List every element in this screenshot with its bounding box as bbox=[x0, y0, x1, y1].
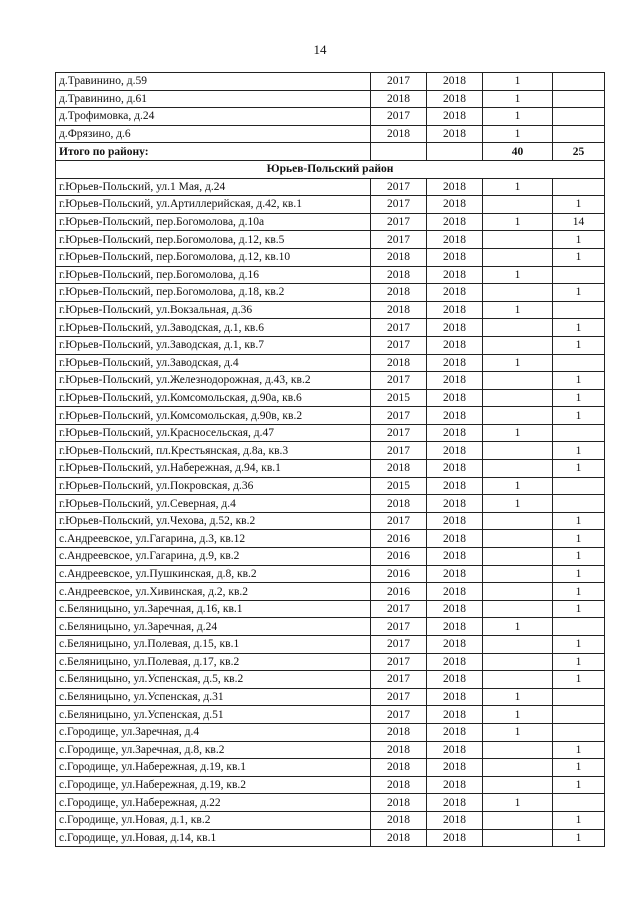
count-b-cell: 1 bbox=[553, 636, 605, 654]
address-cell: г.Юрьев-Польский, пер.Богомолова, д.12, кв.5 bbox=[56, 231, 371, 249]
table-row bbox=[56, 495, 605, 513]
count-b-cell bbox=[553, 477, 605, 495]
district-header-row bbox=[56, 160, 605, 178]
year-a-cell: 2017 bbox=[371, 108, 427, 126]
address-cell: с.Беляницыно, ул.Успенская, д.51 bbox=[56, 706, 371, 724]
count-a-cell bbox=[483, 741, 553, 759]
address-cell: г.Юрьев-Польский, пер.Богомолова, д.16 bbox=[56, 266, 371, 284]
count-b-cell: 1 bbox=[553, 460, 605, 478]
count-a-cell: 1 bbox=[483, 706, 553, 724]
year-b-cell: 2018 bbox=[427, 600, 483, 618]
count-a-cell bbox=[483, 776, 553, 794]
count-a-cell bbox=[483, 442, 553, 460]
year-a-cell: 2018 bbox=[371, 495, 427, 513]
address-cell: г.Юрьев-Польский, ул.1 Мая, д.24 bbox=[56, 178, 371, 196]
address-cell: г.Юрьев-Польский, пер.Богомолова, д.18, кв.2 bbox=[56, 284, 371, 302]
year-a-cell: 2018 bbox=[371, 829, 427, 847]
count-a-cell bbox=[483, 196, 553, 214]
year-a-cell: 2018 bbox=[371, 741, 427, 759]
count-a-cell bbox=[483, 231, 553, 249]
table-row bbox=[56, 811, 605, 829]
year-a-cell: 2017 bbox=[371, 653, 427, 671]
count-b-cell bbox=[553, 125, 605, 143]
table-row bbox=[56, 231, 605, 249]
table-row bbox=[56, 741, 605, 759]
count-b-cell bbox=[553, 108, 605, 126]
year-b-cell: 2018 bbox=[427, 759, 483, 777]
count-a-cell bbox=[483, 512, 553, 530]
count-b-cell: 1 bbox=[553, 565, 605, 583]
address-cell: г.Юрьев-Польский, ул.Набережная, д.94, кв.1 bbox=[56, 460, 371, 478]
year-b-cell: 2018 bbox=[427, 688, 483, 706]
count-b-cell bbox=[553, 266, 605, 284]
district-total-row bbox=[56, 143, 605, 161]
address-cell: с.Андреевское, ул.Гагарина, д.9, кв.2 bbox=[56, 548, 371, 566]
count-a-cell: 1 bbox=[483, 354, 553, 372]
year-b-cell: 2018 bbox=[427, 248, 483, 266]
count-b-cell bbox=[553, 424, 605, 442]
count-b-cell: 25 bbox=[553, 143, 605, 161]
year-b-cell: 2018 bbox=[427, 90, 483, 108]
table-row bbox=[56, 618, 605, 636]
count-b-cell: 1 bbox=[553, 389, 605, 407]
table-row bbox=[56, 407, 605, 425]
year-b-cell: 2018 bbox=[427, 794, 483, 812]
year-b-cell: 2018 bbox=[427, 512, 483, 530]
year-b-cell: 2018 bbox=[427, 213, 483, 231]
year-b-cell: 2018 bbox=[427, 125, 483, 143]
year-a-cell: 2017 bbox=[371, 319, 427, 337]
year-b-cell: 2018 bbox=[427, 723, 483, 741]
count-a-cell: 1 bbox=[483, 73, 553, 91]
year-b-cell: 2018 bbox=[427, 196, 483, 214]
count-b-cell: 1 bbox=[553, 512, 605, 530]
table-row bbox=[56, 319, 605, 337]
count-b-cell: 1 bbox=[553, 248, 605, 266]
address-cell: с.Беляницыно, ул.Успенская, д.5, кв.2 bbox=[56, 671, 371, 689]
count-b-cell bbox=[553, 354, 605, 372]
year-b-cell: 2018 bbox=[427, 407, 483, 425]
address-cell: г.Юрьев-Польский, ул.Красносельская, д.47 bbox=[56, 424, 371, 442]
count-a-cell bbox=[483, 548, 553, 566]
count-b-cell: 1 bbox=[553, 372, 605, 390]
year-b-cell: 2018 bbox=[427, 284, 483, 302]
count-b-cell: 1 bbox=[553, 583, 605, 601]
address-cell: с.Городище, ул.Новая, д.14, кв.1 bbox=[56, 829, 371, 847]
count-a-cell: 1 bbox=[483, 688, 553, 706]
address-cell: г.Юрьев-Польский, ул.Покровская, д.36 bbox=[56, 477, 371, 495]
year-a-cell: 2017 bbox=[371, 636, 427, 654]
year-a-cell: 2016 bbox=[371, 548, 427, 566]
count-a-cell bbox=[483, 671, 553, 689]
count-b-cell: 1 bbox=[553, 776, 605, 794]
count-a-cell: 1 bbox=[483, 178, 553, 196]
address-cell: д.Травинино, д.59 bbox=[56, 73, 371, 91]
table-row bbox=[56, 723, 605, 741]
count-b-cell bbox=[553, 794, 605, 812]
count-a-cell bbox=[483, 319, 553, 337]
address-cell: с.Беляницыно, ул.Заречная, д.24 bbox=[56, 618, 371, 636]
count-b-cell bbox=[553, 90, 605, 108]
count-b-cell: 1 bbox=[553, 548, 605, 566]
count-a-cell: 1 bbox=[483, 495, 553, 513]
count-a-cell bbox=[483, 600, 553, 618]
year-b-cell: 2018 bbox=[427, 618, 483, 636]
address-cell: г.Юрьев-Польский, ул.Комсомольская, д.90а, кв.6 bbox=[56, 389, 371, 407]
count-a-cell: 1 bbox=[483, 108, 553, 126]
count-a-cell: 1 bbox=[483, 125, 553, 143]
year-a-cell: 2017 bbox=[371, 196, 427, 214]
count-b-cell: 14 bbox=[553, 213, 605, 231]
count-a-cell: 1 bbox=[483, 90, 553, 108]
year-b-cell: 2018 bbox=[427, 460, 483, 478]
year-b-cell: 2018 bbox=[427, 354, 483, 372]
count-a-cell bbox=[483, 811, 553, 829]
address-cell: с.Андреевское, ул.Гагарина, д.3, кв.12 bbox=[56, 530, 371, 548]
count-b-cell: 1 bbox=[553, 196, 605, 214]
count-b-cell: 1 bbox=[553, 407, 605, 425]
year-a-cell: 2016 bbox=[371, 583, 427, 601]
count-b-cell: 1 bbox=[553, 653, 605, 671]
table-row bbox=[56, 442, 605, 460]
table-row bbox=[56, 565, 605, 583]
count-b-cell bbox=[553, 688, 605, 706]
count-b-cell: 1 bbox=[553, 741, 605, 759]
count-b-cell: 1 bbox=[553, 759, 605, 777]
year-a-cell: 2018 bbox=[371, 460, 427, 478]
address-cell: с.Городище, ул.Заречная, д.8, кв.2 bbox=[56, 741, 371, 759]
housing-table bbox=[55, 72, 605, 847]
address-cell: с.Беляницыно, ул.Полевая, д.15, кв.1 bbox=[56, 636, 371, 654]
year-b-cell: 2018 bbox=[427, 108, 483, 126]
address-cell: г.Юрьев-Польский, пер.Богомолова, д.12, кв.10 bbox=[56, 248, 371, 266]
year-b-cell: 2018 bbox=[427, 336, 483, 354]
table-row bbox=[56, 653, 605, 671]
address-cell: г.Юрьев-Польский, ул.Заводская, д.1, кв.7 bbox=[56, 336, 371, 354]
count-a-cell bbox=[483, 530, 553, 548]
address-cell: г.Юрьев-Польский, ул.Вокзальная, д.36 bbox=[56, 301, 371, 319]
address-cell: г.Юрьев-Польский, пл.Крестьянская, д.8а, кв.3 bbox=[56, 442, 371, 460]
count-a-cell bbox=[483, 389, 553, 407]
year-a-cell: 2018 bbox=[371, 266, 427, 284]
year-b-cell: 2018 bbox=[427, 811, 483, 829]
table-row bbox=[56, 301, 605, 319]
address-cell: с.Беляницыно, ул.Успенская, д.31 bbox=[56, 688, 371, 706]
count-a-cell: 1 bbox=[483, 723, 553, 741]
address-cell: с.Беляницыно, ул.Заречная, д.16, кв.1 bbox=[56, 600, 371, 618]
count-a-cell bbox=[483, 372, 553, 390]
count-a-cell bbox=[483, 583, 553, 601]
count-b-cell bbox=[553, 495, 605, 513]
count-b-cell: 1 bbox=[553, 284, 605, 302]
address-cell: г.Юрьев-Польский, ул.Заводская, д.1, кв.6 bbox=[56, 319, 371, 337]
address-cell: г.Юрьев-Польский, ул.Заводская, д.4 bbox=[56, 354, 371, 372]
count-a-cell bbox=[483, 829, 553, 847]
year-a-cell: 2017 bbox=[371, 407, 427, 425]
year-b-cell: 2018 bbox=[427, 266, 483, 284]
year-b-cell: 2018 bbox=[427, 565, 483, 583]
year-a-cell: 2018 bbox=[371, 125, 427, 143]
table-row bbox=[56, 706, 605, 724]
year-a-cell: 2018 bbox=[371, 776, 427, 794]
table-row bbox=[56, 213, 605, 231]
count-a-cell: 1 bbox=[483, 213, 553, 231]
count-a-cell bbox=[483, 336, 553, 354]
year-a-cell: 2018 bbox=[371, 759, 427, 777]
year-b-cell: 2018 bbox=[427, 706, 483, 724]
count-b-cell bbox=[553, 706, 605, 724]
table-row bbox=[56, 266, 605, 284]
year-a-cell: 2018 bbox=[371, 284, 427, 302]
year-a-cell: 2017 bbox=[371, 618, 427, 636]
count-b-cell bbox=[553, 618, 605, 636]
year-a-cell: 2017 bbox=[371, 442, 427, 460]
year-b-cell: 2018 bbox=[427, 495, 483, 513]
count-a-cell: 1 bbox=[483, 424, 553, 442]
count-a-cell: 40 bbox=[483, 143, 553, 161]
year-b-cell: 2018 bbox=[427, 530, 483, 548]
address-cell: с.Городище, ул.Заречная, д.4 bbox=[56, 723, 371, 741]
table-row bbox=[56, 73, 605, 91]
year-a-cell: 2016 bbox=[371, 530, 427, 548]
year-b-cell: 2018 bbox=[427, 583, 483, 601]
year-b-cell bbox=[427, 143, 483, 161]
table-row bbox=[56, 794, 605, 812]
address-cell: г.Юрьев-Польский, ул.Комсомольская, д.90в, кв.2 bbox=[56, 407, 371, 425]
address-cell: с.Андреевское, ул.Хивинская, д.2, кв.2 bbox=[56, 583, 371, 601]
table-row bbox=[56, 776, 605, 794]
count-a-cell bbox=[483, 284, 553, 302]
address-cell: г.Юрьев-Польский, ул.Чехова, д.52, кв.2 bbox=[56, 512, 371, 530]
year-a-cell: 2017 bbox=[371, 372, 427, 390]
year-b-cell: 2018 bbox=[427, 319, 483, 337]
count-b-cell bbox=[553, 301, 605, 319]
year-a-cell: 2017 bbox=[371, 178, 427, 196]
table-row bbox=[56, 759, 605, 777]
address-cell: г.Юрьев-Польский, пер.Богомолова, д.10а bbox=[56, 213, 371, 231]
table-row bbox=[56, 90, 605, 108]
count-b-cell: 1 bbox=[553, 829, 605, 847]
address-cell: г.Юрьев-Польский, ул.Железнодорожная, д.43, кв.2 bbox=[56, 372, 371, 390]
table-row bbox=[56, 178, 605, 196]
address-cell: с.Городище, ул.Набережная, д.19, кв.1 bbox=[56, 759, 371, 777]
year-b-cell: 2018 bbox=[427, 671, 483, 689]
count-a-cell: 1 bbox=[483, 477, 553, 495]
count-a-cell bbox=[483, 407, 553, 425]
year-b-cell: 2018 bbox=[427, 389, 483, 407]
table-row bbox=[56, 636, 605, 654]
table-row bbox=[56, 671, 605, 689]
count-a-cell: 1 bbox=[483, 618, 553, 636]
year-b-cell: 2018 bbox=[427, 776, 483, 794]
table-row bbox=[56, 108, 605, 126]
year-a-cell: 2018 bbox=[371, 811, 427, 829]
year-a-cell: 2016 bbox=[371, 565, 427, 583]
table-row bbox=[56, 477, 605, 495]
year-a-cell: 2018 bbox=[371, 723, 427, 741]
year-a-cell: 2017 bbox=[371, 213, 427, 231]
table-row bbox=[56, 196, 605, 214]
count-b-cell bbox=[553, 723, 605, 741]
year-a-cell: 2015 bbox=[371, 477, 427, 495]
year-a-cell: 2017 bbox=[371, 688, 427, 706]
address-cell: г.Юрьев-Польский, ул.Северная, д.4 bbox=[56, 495, 371, 513]
year-a-cell: 2017 bbox=[371, 231, 427, 249]
count-b-cell: 1 bbox=[553, 336, 605, 354]
address-cell: д.Трофимовка, д.24 bbox=[56, 108, 371, 126]
year-a-cell: 2017 bbox=[371, 336, 427, 354]
year-b-cell: 2018 bbox=[427, 231, 483, 249]
year-a-cell: 2015 bbox=[371, 389, 427, 407]
table-row bbox=[56, 248, 605, 266]
table-row bbox=[56, 336, 605, 354]
year-b-cell: 2018 bbox=[427, 636, 483, 654]
count-b-cell: 1 bbox=[553, 231, 605, 249]
count-b-cell: 1 bbox=[553, 671, 605, 689]
count-b-cell bbox=[553, 178, 605, 196]
page-number: 14 bbox=[313, 42, 327, 57]
address-cell: с.Городище, ул.Новая, д.1, кв.2 bbox=[56, 811, 371, 829]
year-b-cell: 2018 bbox=[427, 424, 483, 442]
count-b-cell: 1 bbox=[553, 319, 605, 337]
count-b-cell: 1 bbox=[553, 530, 605, 548]
year-b-cell: 2018 bbox=[427, 741, 483, 759]
year-a-cell: 2017 bbox=[371, 671, 427, 689]
table-row bbox=[56, 424, 605, 442]
count-a-cell bbox=[483, 759, 553, 777]
count-a-cell: 1 bbox=[483, 794, 553, 812]
year-a-cell: 2017 bbox=[371, 600, 427, 618]
year-b-cell: 2018 bbox=[427, 301, 483, 319]
address-cell: с.Андреевское, ул.Пушкинская, д.8, кв.2 bbox=[56, 565, 371, 583]
table-body bbox=[56, 73, 605, 847]
year-b-cell: 2018 bbox=[427, 653, 483, 671]
year-b-cell: 2018 bbox=[427, 548, 483, 566]
address-cell: с.Городище, ул.Набережная, д.22 bbox=[56, 794, 371, 812]
table-row bbox=[56, 354, 605, 372]
year-a-cell bbox=[371, 143, 427, 161]
table-row bbox=[56, 688, 605, 706]
address-cell: с.Городище, ул.Набережная, д.19, кв.2 bbox=[56, 776, 371, 794]
count-a-cell bbox=[483, 248, 553, 266]
table-row bbox=[56, 583, 605, 601]
year-b-cell: 2018 bbox=[427, 73, 483, 91]
year-a-cell: 2017 bbox=[371, 512, 427, 530]
year-b-cell: 2018 bbox=[427, 477, 483, 495]
count-a-cell: 1 bbox=[483, 266, 553, 284]
year-a-cell: 2018 bbox=[371, 248, 427, 266]
table-row bbox=[56, 600, 605, 618]
count-b-cell: 1 bbox=[553, 811, 605, 829]
count-a-cell bbox=[483, 636, 553, 654]
address-cell: г.Юрьев-Польский, ул.Артиллерийская, д.42, кв.1 bbox=[56, 196, 371, 214]
count-a-cell bbox=[483, 565, 553, 583]
table-row bbox=[56, 389, 605, 407]
year-a-cell: 2018 bbox=[371, 301, 427, 319]
year-a-cell: 2017 bbox=[371, 706, 427, 724]
year-a-cell: 2018 bbox=[371, 354, 427, 372]
year-b-cell: 2018 bbox=[427, 829, 483, 847]
table-row bbox=[56, 829, 605, 847]
count-b-cell bbox=[553, 73, 605, 91]
count-a-cell bbox=[483, 653, 553, 671]
year-a-cell: 2018 bbox=[371, 90, 427, 108]
count-b-cell: 1 bbox=[553, 600, 605, 618]
district-name: Юрьев-Польский район bbox=[56, 160, 605, 178]
table-row bbox=[56, 372, 605, 390]
count-a-cell: 1 bbox=[483, 301, 553, 319]
year-a-cell: 2017 bbox=[371, 73, 427, 91]
year-b-cell: 2018 bbox=[427, 372, 483, 390]
address-cell: д.Травинино, д.61 bbox=[56, 90, 371, 108]
count-a-cell bbox=[483, 460, 553, 478]
year-a-cell: 2017 bbox=[371, 424, 427, 442]
table-row bbox=[56, 460, 605, 478]
year-b-cell: 2018 bbox=[427, 178, 483, 196]
address-cell: с.Беляницыно, ул.Полевая, д.17, кв.2 bbox=[56, 653, 371, 671]
address-cell: Итого по району: bbox=[56, 143, 371, 161]
year-a-cell: 2018 bbox=[371, 794, 427, 812]
count-b-cell: 1 bbox=[553, 442, 605, 460]
year-b-cell: 2018 bbox=[427, 442, 483, 460]
address-cell: д.Фрязино, д.6 bbox=[56, 125, 371, 143]
table-row bbox=[56, 284, 605, 302]
table-row bbox=[56, 548, 605, 566]
table-row bbox=[56, 512, 605, 530]
table-row bbox=[56, 125, 605, 143]
table-row bbox=[56, 530, 605, 548]
